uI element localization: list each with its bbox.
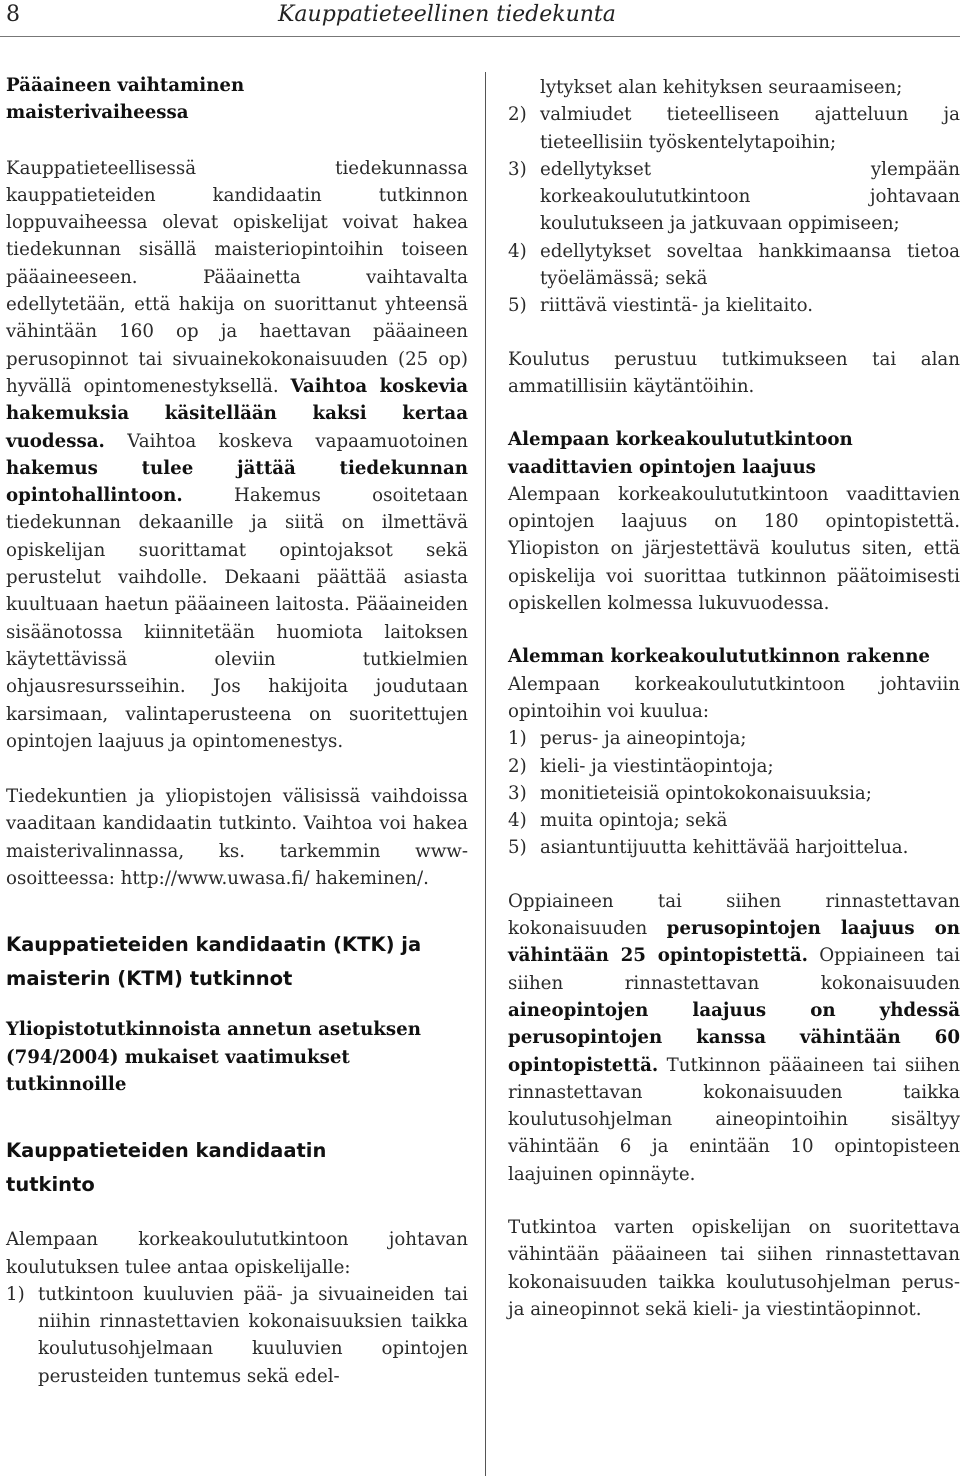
paragraph-paaaineen-vaihto xyxy=(6,155,468,756)
list-number: 5) xyxy=(508,837,527,859)
page-number: 8 xyxy=(6,2,20,27)
subheading-rakenne: Alemman korkeakoulututkinnon rakenne xyxy=(508,646,931,668)
text-span: Tutkinnon pääaineen tai siihen rinnastettavan kokonaisuuden taikka koulutusohjelman aineopintoihin sisältyy vähintään 6 ja enintään 10 opintopisteen laajuinen opinnäyte. xyxy=(508,1054,960,1185)
list-item xyxy=(6,1281,468,1390)
list-number: 4) xyxy=(508,810,527,832)
list-text: lytykset alan kehityksen seuraamiseen; xyxy=(540,77,903,98)
list-item xyxy=(508,780,960,807)
list-item xyxy=(508,156,960,238)
list-number: 3) xyxy=(508,158,527,180)
list-item xyxy=(508,807,960,834)
list-item xyxy=(508,292,960,319)
section-heading-paaaineen-vaihtaminen: Pääaineen vaihtaminen maisterivaiheessa xyxy=(6,75,245,124)
list-number: 2) xyxy=(508,755,527,777)
list-text: riittävä viestintä- ja kielitaito. xyxy=(540,295,813,317)
bold-text: perusopintojen laajuus on vähintään 25 opintopistettä. xyxy=(508,918,960,967)
list-text: edellytykset ylempään korkeakoulututkintoon johtavaan koulutukseen ja jatkuvaan oppimiseen; xyxy=(540,158,960,235)
list-item xyxy=(508,753,960,780)
left-column xyxy=(6,72,468,1390)
column-divider xyxy=(485,72,486,1476)
list-number: 1) xyxy=(508,728,527,750)
paragraph-koulutus-antaa: Alempaan korkeakoulututkintoon johtavan koulutuksen tulee antaa opiskelijalle: xyxy=(6,1229,468,1278)
list-item xyxy=(508,238,960,293)
list-text: monitieteisiä opintokokonaisuuksia; xyxy=(540,782,872,804)
list-number: 1) xyxy=(6,1283,25,1305)
text-span: Hakemus osoitetaan tiedekunnan dekaanille ja siitä on ilmettävä opiskelijan suorittamat opintojaksot sekä perustelut vaihdolle. Dekaani päättää asiasta kuultuaan haetun pääaineen laitosta. Pääaineiden sisäänotossa kiinnitetään huomiota laitoksen käytettävissä oleviin tutkielmien ohjausresursseihin. Jos hakijoita joudutaan karsimaan, valintaperusteena on suoritettujen opintojen laajuus ja opintomenestys. xyxy=(6,485,468,752)
list-number: 3) xyxy=(508,782,527,804)
paragraph-laajuus: Alempaan korkeakoulututkintoon vaadittavien opintojen laajuus on 180 opintopistettä. Yliopiston on järjestettävä koulutus siten, että opiskelija voi suorittaa tutkinnon päätoimisesti opiskellen kolmessa lukuvuodessa. xyxy=(508,483,960,615)
paragraph-koulutus-perustuu: Koulutus perustuu tutkimukseen tai alan ammatillisiin käytäntöihin. xyxy=(508,348,960,397)
list-text: valmiudet tieteelliseen ajatteluun ja tieteellisiin työskentelytapoihin; xyxy=(540,104,960,153)
bold-text: Vaihtoa koskevia hakemuksia käsitellään kaksi kertaa vuodessa. xyxy=(6,375,468,452)
subheading-asetus: Yliopistotutkinnoista annetun asetuksen (794/2004) mukaiset vaatimukset tutkinnoille xyxy=(6,1019,421,1095)
bold-text: aineopintojen laajuus on yhdessä perusopintojen kanssa vähintään 60 opintopistettä. xyxy=(508,999,960,1076)
text-span: Vaihtoa koskeva vapaamuotoinen xyxy=(127,430,468,452)
page-header xyxy=(0,0,960,40)
list-text: tutkintoon kuuluvien pää- ja sivuaineiden tai niihin rinnastettavien kokonaisuuksien taikka koulutusohjelmaan kuuluvien opintojen perusteiden tuntemus sekä edel- xyxy=(38,1283,468,1387)
right-column xyxy=(508,74,960,1323)
text-span: Oppiaineen tai siihen rinnastettavan kokonaisuuden xyxy=(508,890,960,940)
list-text: kieli- ja viestintäopintoja; xyxy=(540,755,774,777)
list-tavoitteet xyxy=(6,1281,468,1390)
paragraph-oppiaine xyxy=(508,888,960,1188)
text-span: Kauppatieteellisessä tiedekunnassa kauppatieteiden kandidaatin tutkinnon loppuvaiheessa olevat opiskelijat voivat hakea tiedekunnan sisällä maisteriopintoihin toiseen pääaineeseen. Pääainetta vaihtavalta edellytetään, että hakija on suorittanut yhteensä vähintään 160 op ja haettavan pääaineen perusopinnot tai sivuainekokonaisuuden (25 op) hyvällä opintomenestyksellä. xyxy=(6,157,468,397)
text-span: Oppiaineen tai siihen rinnastettavan kokonaisuuden xyxy=(508,945,960,994)
list-number: 5) xyxy=(508,295,527,317)
paragraph-vaihdot: Tiedekuntien ja yliopistojen välisissä vaihdoissa vaaditaan kandidaatin tutkinto. Vaihtoa voi hakea maisterivalinnassa, ks. tarkemmin www-osoitteessa: http://www.uwasa.fi/ hakeminen/. xyxy=(6,786,468,890)
section-heading-tutkinnot: Kauppatieteiden kandidaatin (KTK) ja maisterin (KTM) tutkinnot xyxy=(6,933,422,991)
list-item xyxy=(508,834,960,861)
bold-text: hakemus tulee jättää tiedekunnan opintohallintoon. xyxy=(6,457,468,507)
list-rakenne xyxy=(508,725,960,861)
running-head: Kauppatieteellinen tiedekunta xyxy=(278,2,616,27)
list-number: 2) xyxy=(508,104,527,126)
paragraph-rakenne: Alempaan korkeakoulututkintoon johtaviin opintoihin voi kuulua: xyxy=(508,673,960,722)
header-rule xyxy=(0,36,960,37)
list-item xyxy=(508,725,960,752)
list-number: 4) xyxy=(508,240,527,262)
section-heading-kandidaatin-tutkinto: Kauppatieteiden kandidaatin tutkinto xyxy=(6,1139,327,1197)
list-text: asiantuntijuutta kehittävää harjoittelua. xyxy=(540,837,909,859)
list-tavoitteet-cont xyxy=(508,74,960,320)
subheading-laajuus: Alempaan korkeakoulututkintoon vaadittavien opintojen laajuus xyxy=(508,429,853,478)
list-item xyxy=(508,74,960,101)
list-text: perus- ja aineopintoja; xyxy=(540,728,747,750)
list-text: edellytykset soveltaa hankkimaansa tietoa työelämässä; sekä xyxy=(540,240,960,290)
paragraph-tutkintoa-varten: Tutkintoa varten opiskelijan on suoritettava vähintään pääaineen tai siihen rinnastettavan kokonaisuuden taikka koulutusohjelman perus- ja aineopinnot sekä kieli- ja viestintäopinnot. xyxy=(508,1216,960,1320)
list-item xyxy=(508,101,960,156)
list-text: muita opintoja; sekä xyxy=(540,810,728,832)
